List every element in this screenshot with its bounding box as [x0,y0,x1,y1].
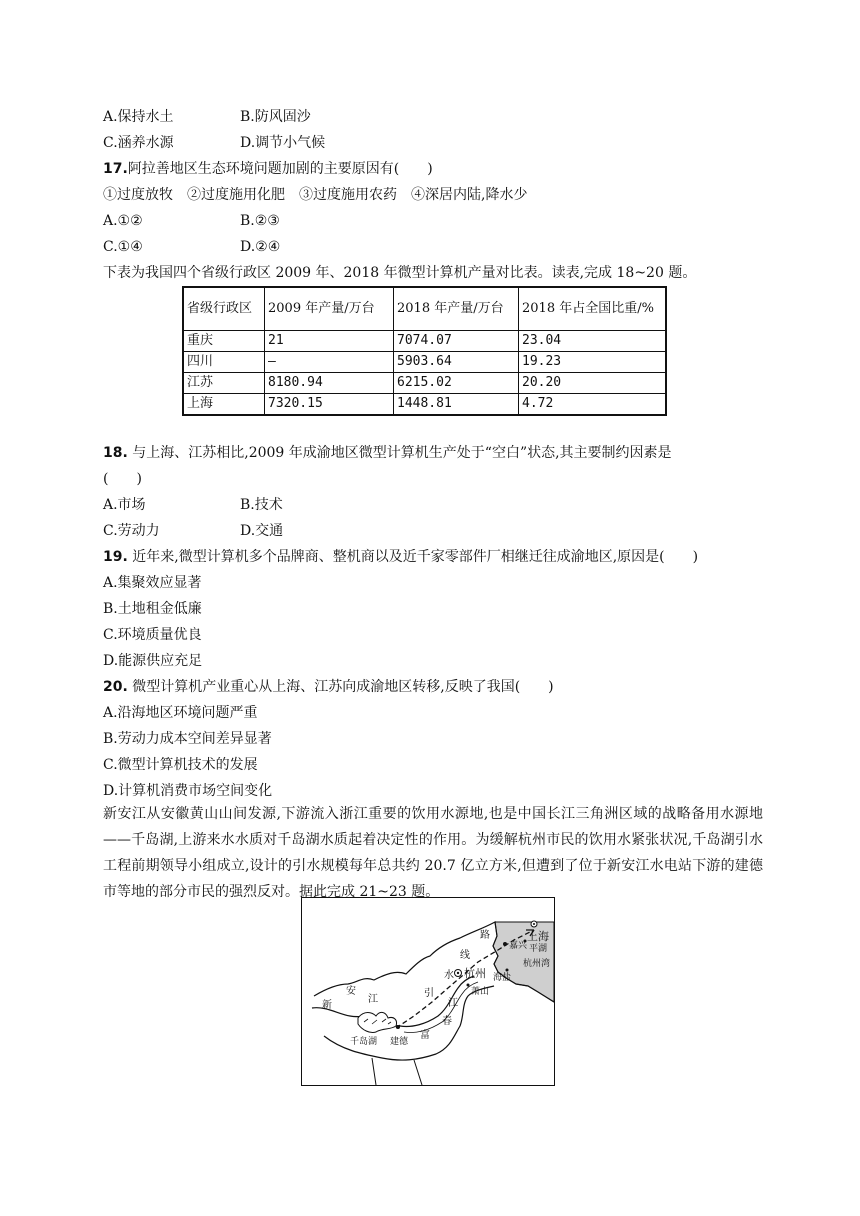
table-header-cell: 2018 年产量/万台 [394,287,519,331]
map-river-char: 江 [448,998,458,1009]
q18-stem-line [103,443,672,463]
q18-option-a: A.市场 [103,497,146,513]
map-label-hangzhouwan: 杭州湾 [523,959,551,969]
q18-stem: 与上海、江苏相比,2009 年成渝地区微型计算机生产处于“空白”状态,其主要制约因素是 [127,445,672,461]
table-cell: 23.04 [519,331,667,352]
table-cell: 重庆 [183,331,265,352]
table-cell: 7074.07 [394,331,519,352]
q18-option-b: B.技术 [240,497,283,513]
map-route-char: 路 [480,930,490,941]
q17-items: ①过度放牧 ②过度施用化肥 ③过度施用农药 ④深居内陆,降水少 [103,187,528,203]
q16-option-a: A.保持水土 [103,109,174,125]
table-cell: — [265,352,394,373]
table-cell: 江苏 [183,373,265,394]
q20-option-b: B.劳动力成本空间差异显著 [103,731,272,747]
q20-option-a: A.沿海地区环境问题严重 [103,705,258,721]
xiaoshan-marker [467,984,470,987]
q17-stem: 阿拉善地区生态环境问题加剧的主要原因有( ) [127,161,433,177]
q20-option-d: D.计算机消费市场空间变化 [103,783,273,799]
map-label-qiandaohu: 千岛湖 [350,1037,378,1047]
map-river-char: 新 [322,1000,332,1011]
q16-option-c: C.涵养水源 [103,135,174,151]
table-header-cell: 2018 年占全国比重/% [519,287,667,331]
q19-number: 19. [103,549,128,565]
table-cell: 上海 [183,394,265,416]
map-route-char: 水 [444,970,454,981]
table-header-cell: 2009 年产量/万台 [265,287,394,331]
q18-option-c: C.劳动力 [103,523,160,539]
q19-stem: 近年来,微型计算机多个品牌商、整机商以及近千家零部件厂相继迁往成渝地区,原因是( ) [127,549,699,565]
table-cell: 5903.64 [394,352,519,373]
q18-option-d: D.交通 [240,523,284,539]
q17-option-d: D.②④ [240,239,281,255]
province-boundary-lower [324,986,494,1060]
table-header-row [183,287,666,331]
table-cell: 19.23 [519,352,667,373]
q19-stem-line [103,547,698,567]
map-svg [302,898,554,1085]
map-label-haiyan: 海盐 [493,973,512,983]
haiyan-marker [506,969,509,972]
fuchunjiang-river-bank [404,982,478,1033]
map-label-hangzhou: 杭州 [464,967,486,980]
fuchunjiang-river [400,976,474,1027]
map-route-char: 引 [424,988,434,999]
table-cell: 21 [265,331,394,352]
table-header-cell: 省级行政区 [183,287,265,331]
table-cell: 6215.02 [394,373,519,394]
table-cell: 20.20 [519,373,667,394]
q19-option-b: B.土地租金低廉 [103,601,202,617]
map-figure [301,897,555,1086]
map-label-jiaxing: 嘉兴 [509,941,528,951]
map-river-char: 江 [368,994,378,1005]
table-cell: 1448.81 [394,394,519,416]
map-label-xiaoshan: 萧山 [471,987,490,997]
table-row [183,373,666,394]
table-intro: 下表为我国四个省级行政区 2009 年、2018 年微型计算机产量对比表。读表,完成 18~20 题。 [103,265,697,281]
table-row [183,331,666,352]
table-cell: 7320.15 [265,394,394,416]
q17-stem-line [103,159,433,179]
map-label-jiande: 建德 [390,1037,409,1047]
q20-option-c: C.微型计算机技术的发展 [103,757,258,773]
map-river-char: 安 [346,986,356,997]
jiaxing-marker [503,942,507,946]
q17-number: 17. [103,161,128,177]
q19-option-a: A.集聚效应显著 [103,575,202,591]
table-cell: 四川 [183,352,265,373]
table-row [183,394,666,416]
map-river-char: 春 [442,1016,452,1027]
map-route-char: 线 [460,950,470,961]
q17-option-b: B.②③ [240,213,280,229]
q18-stem-cont: ( ) [103,471,142,487]
q19-option-d: D.能源供应充足 [103,653,203,669]
q20-stem-line [103,677,554,697]
table-row [183,352,666,373]
passage: 新安江从安徽黄山山间发源,下游流入浙江重要的饮用水源地,也是中国长江三角洲区域的战略备用水源地——千岛湖,上游来水水质对千岛湖水质起着决定性的作用。为缓解杭州市民的饮用水紧张状况,千岛湖引水工程前期领导小组成立,设计的引水规模每年总共约 20.7 亿立方米,但遭到了位于新安江水电站下游的建德市等地的部分市民的强烈反对。据此完成 21~23 题。 [103,806,763,900]
q19-option-c: C.环境质量优良 [103,627,202,643]
q16-option-d: D.调节小气候 [240,135,326,151]
production-table [182,286,667,416]
table-cell: 8180.94 [265,373,394,394]
q16-option-b: B.防风固沙 [240,109,311,125]
q18-number: 18. [103,445,128,461]
table-cell: 4.72 [519,394,667,416]
south-boundary [372,1058,422,1085]
q20-stem: 微型计算机产业重心从上海、江苏向成渝地区转移,反映了我国( ) [127,679,554,695]
q17-option-a: A.①② [103,213,143,229]
map-label-shanghai: 上海 [527,930,549,943]
q20-number: 20. [103,679,128,695]
q17-option-c: C.①④ [103,239,143,255]
map-label-pinghu: 平湖 [529,944,548,954]
jiande-marker [396,1025,400,1029]
map-river-char: 富 [420,1030,430,1041]
